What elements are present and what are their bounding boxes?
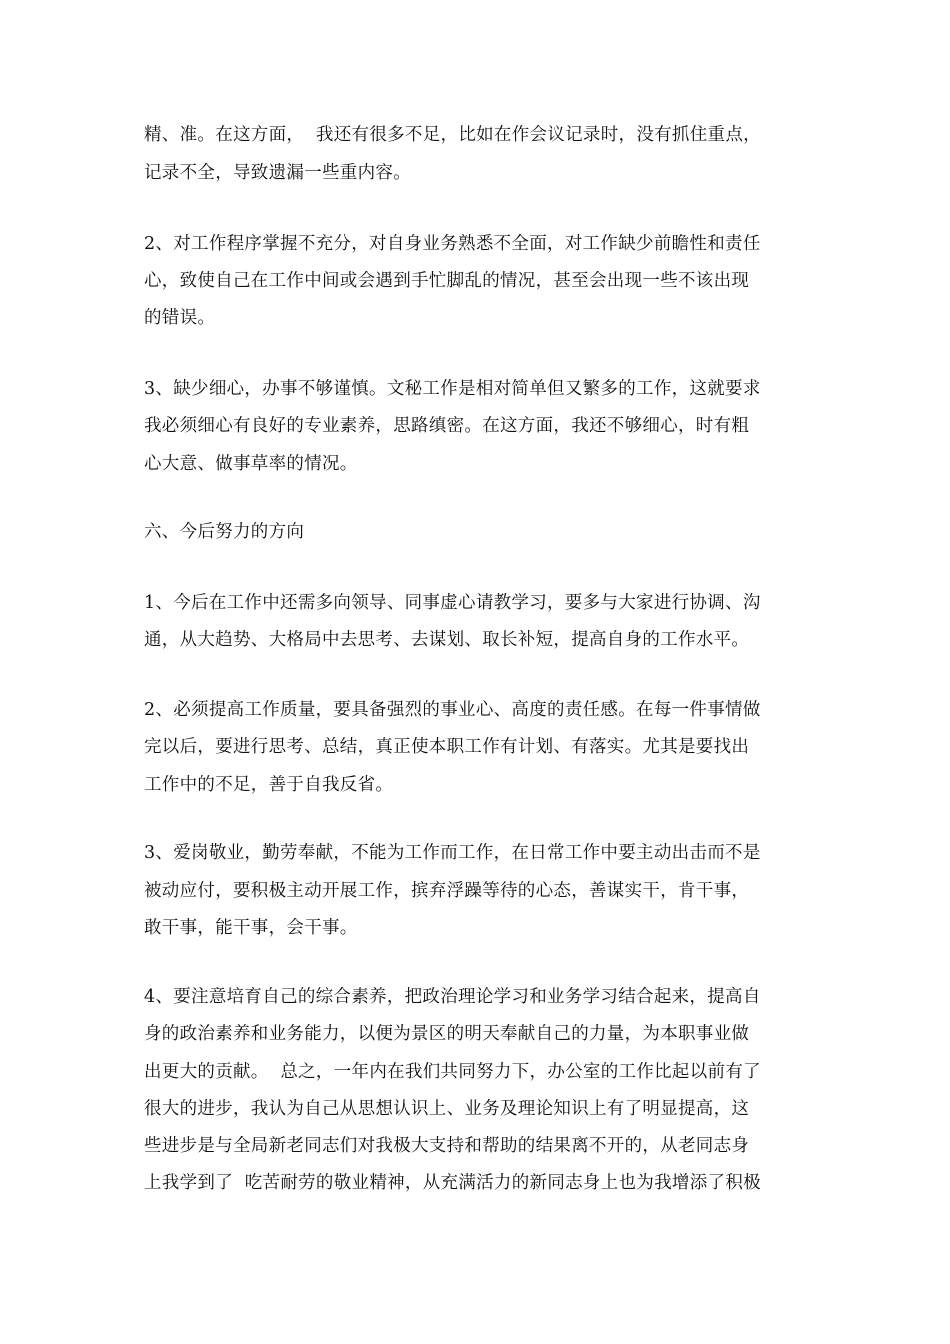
text-line: 敢干事，能干事，会干事。	[144, 918, 358, 938]
text-line: 3、爱岗敬业，勤劳奉献，不能为工作而工作，在日常工作中要主动出击而不是	[144, 843, 761, 863]
text-line: 2、必须提高工作质量，要具备强烈的事业心、高度的责任感。在每一件事情做	[144, 700, 761, 720]
text-line: 记录不全，导致遗漏一些重内容。	[144, 163, 411, 183]
text-line: 3、缺少细心，办事不够谨慎。文秘工作是相对简单但又繁多的工作，这就要求	[144, 379, 761, 399]
text-line: 出更大的贡献。 总之，一年内在我们共同努力下，办公室的工作比起以前有了	[144, 1062, 761, 1082]
text-line: 精、准。在这方面， 我还有很多不足，比如在作会议记录时，没有抓住重点，	[144, 125, 761, 145]
text-line: 的错误。	[144, 308, 216, 328]
text-line: 很大的进步，我认为自己从思想认识上、业务及理论知识上有了明显提高，这	[144, 1099, 750, 1119]
text-line: 1、今后在工作中还需多向领导、同事虚心请教学习，要多与大家进行协调、沟	[144, 593, 761, 613]
text-line: 身的政治素养和业务能力，以便为景区的明天奉献自己的力量，为本职事业做	[144, 1024, 750, 1044]
text-line: 4、要注意培育自己的综合素养，把政治理论学习和业务学习结合起来，提高自	[144, 987, 761, 1007]
text-line: 心大意、做事草率的情况。	[144, 454, 358, 474]
text-line: 上我学到了 吃苦耐劳的敬业精神，从充满活力的新同志身上也为我增添了积极	[144, 1173, 761, 1193]
text-line: 通，从大趋势、大格局中去思考、去谋划、取长补短，提高自身的工作水平。	[144, 630, 750, 650]
text-line: 我必须细心有良好的专业素养，思路缜密。在这方面，我还不够细心，时有粗	[144, 416, 750, 436]
text-line: 2、对工作程序掌握不充分，对自身业务熟悉不全面，对工作缺少前瞻性和责任	[144, 234, 761, 254]
text-line: 些进步是与全局新老同志们对我极大支持和帮助的结果离不开的，从老同志身	[144, 1136, 750, 1156]
text-line: 被动应付，要积极主动开展工作，摈弃浮躁等待的心态，善谋实干，肯干事，	[144, 881, 750, 901]
section-heading: 六、今后努力的方向	[144, 522, 305, 542]
text-line: 心，致使自己在工作中间或会遇到手忙脚乱的情况，甚至会出现一些不该出现	[144, 271, 750, 291]
text-line: 工作中的不足，善于自我反省。	[144, 775, 394, 795]
text-line: 完以后，要进行思考、总结，真正使本职工作有计划、有落实。尤其是要找出	[144, 737, 750, 757]
